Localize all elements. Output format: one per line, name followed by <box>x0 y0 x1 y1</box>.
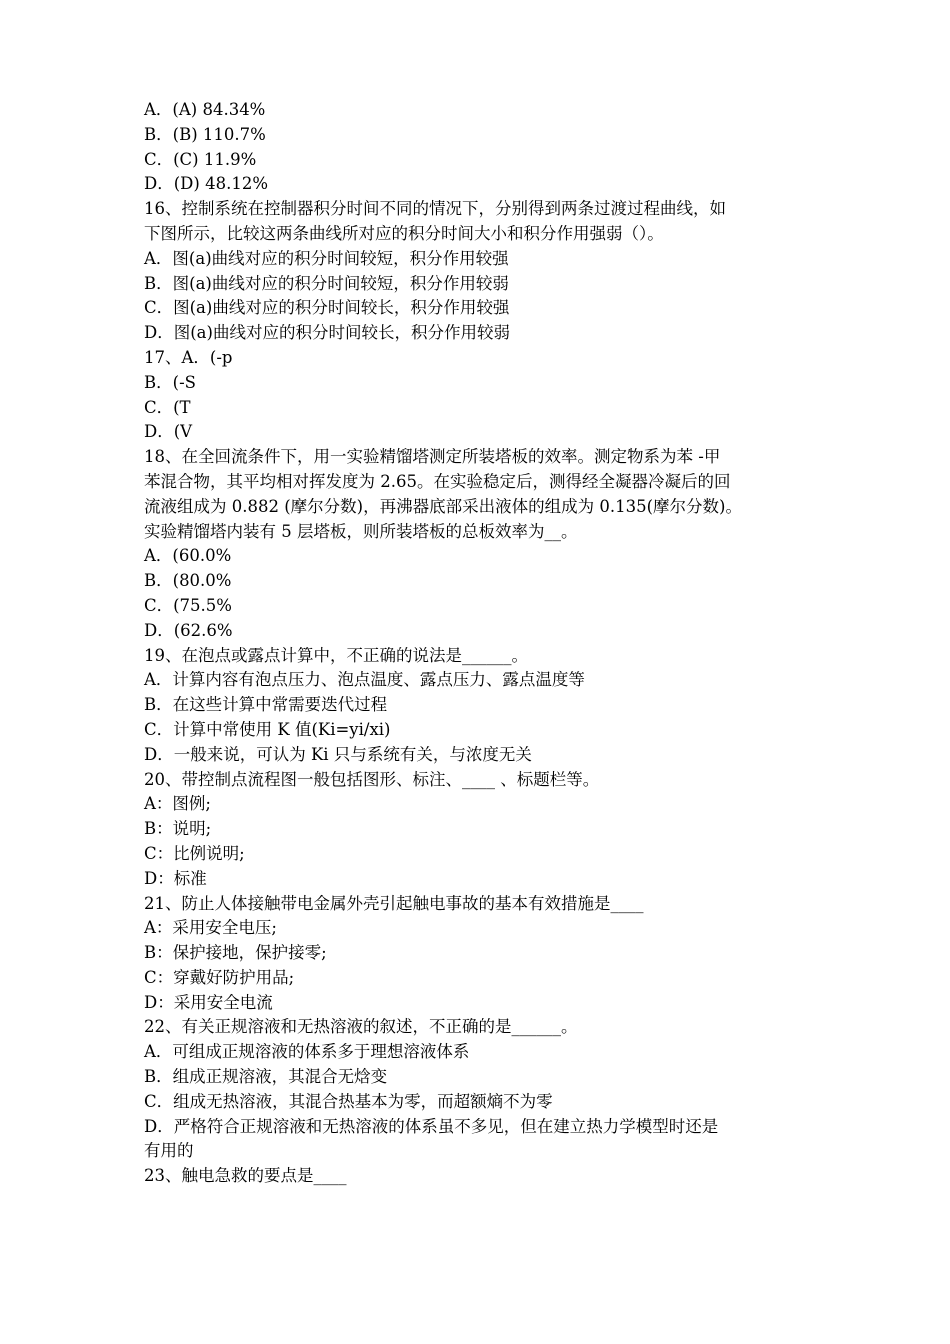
option-line: B．组成正规溶液，其混合无焓变 <box>144 1067 388 1087</box>
option-line: D．图(a)曲线对应的积分时间较长，积分作用较弱 <box>144 323 510 343</box>
question-19-text: 19、在泡点或露点计算中，不正确的说法是______。 <box>144 645 528 665</box>
option-line: B：说明; <box>144 819 212 839</box>
question-17-text: 17、A．(-p <box>144 347 233 367</box>
option-line: B．(80.0% <box>144 571 232 591</box>
question-18-text: 实验精馏塔内装有 5 层塔板，则所装塔板的总板效率为__。 <box>144 521 578 541</box>
option-line: D．一般来说，可认为 Ki 只与系统有关，与浓度无关 <box>144 744 532 764</box>
question-20-text: 20、带控制点流程图一般包括图形、标注、____ 、标题栏等。 <box>144 769 600 789</box>
option-line: A：采用安全电压; <box>144 918 277 938</box>
option-line: C．图(a)曲线对应的积分时间较长，积分作用较强 <box>144 298 510 318</box>
option-line: D．(62.6% <box>144 620 233 640</box>
option-line: D．(V <box>144 422 193 442</box>
option-line: B：保护接地，保护接零; <box>144 943 327 963</box>
option-line: A．(A) 84.34% <box>144 100 266 119</box>
option-line: A．计算内容有泡点压力、泡点温度、露点压力、露点温度等 <box>144 670 585 690</box>
option-line: C．(C) 11.9% <box>144 149 257 169</box>
question-21-text: 21、防止人体接触带电金属外壳引起触电事故的基本有效措施是____ <box>144 893 644 913</box>
question-22-text: 22、有关正规溶液和无热溶液的叙述，不正确的是______。 <box>144 1017 578 1037</box>
option-line: C．组成无热溶液，其混合热基本为零，而超额熵不为零 <box>144 1091 553 1111</box>
question-18-text: 苯混合物，其平均相对挥发度为 2.65。在实验稳定后，测得经全凝器冷凝后的回 <box>144 471 731 491</box>
option-line: B．(B) 110.7% <box>144 124 266 144</box>
document-page <box>144 98 814 1189</box>
option-line: C．(T <box>144 397 191 417</box>
question-16-text: 下图所示，比较这两条曲线所对应的积分时间大小和积分作用强弱（）。 <box>144 223 664 243</box>
option-line: A：图例; <box>144 794 211 814</box>
option-line: B．图(a)曲线对应的积分时间较短，积分作用较弱 <box>144 273 509 293</box>
option-line: C．计算中常使用 K 值(Ki=yi/xi) <box>144 719 391 739</box>
option-line: D：标准 <box>144 868 207 888</box>
question-16-text: 16、控制系统在控制器积分时间不同的情况下，分别得到两条过渡过程曲线，如 <box>144 199 726 219</box>
option-line: 有用的 <box>144 1141 194 1161</box>
option-line: B．在这些计算中常需要迭代过程 <box>144 695 388 715</box>
option-line: A．(60.0% <box>144 546 232 566</box>
option-line: D．(D) 48.12% <box>144 174 268 194</box>
question-18-text: 流液组成为 0.882 (摩尔分数)，再沸器底部采出液体的组成为 0.135(摩尔分数)。 <box>144 496 742 516</box>
option-line: C：穿戴好防护用品; <box>144 967 295 987</box>
option-line: A．可组成正规溶液的体系多于理想溶液体系 <box>144 1042 470 1062</box>
option-line: C：比例说明; <box>144 843 245 863</box>
option-line: B．(-S <box>144 372 196 392</box>
option-line: C．(75.5% <box>144 595 232 615</box>
question-23-text: 23、触电急救的要点是____ <box>144 1166 347 1186</box>
question-18-text: 18、在全回流条件下，用一实验精馏塔测定所装塔板的效率。测定物系为苯 -甲 <box>144 447 721 467</box>
option-line: D：采用安全电流 <box>144 992 273 1012</box>
option-line: A．图(a)曲线对应的积分时间较短，积分作用较强 <box>144 248 509 268</box>
option-line: D．严格符合正规溶液和无热溶液的体系虽不多见，但在建立热力学模型时还是 <box>144 1116 719 1136</box>
